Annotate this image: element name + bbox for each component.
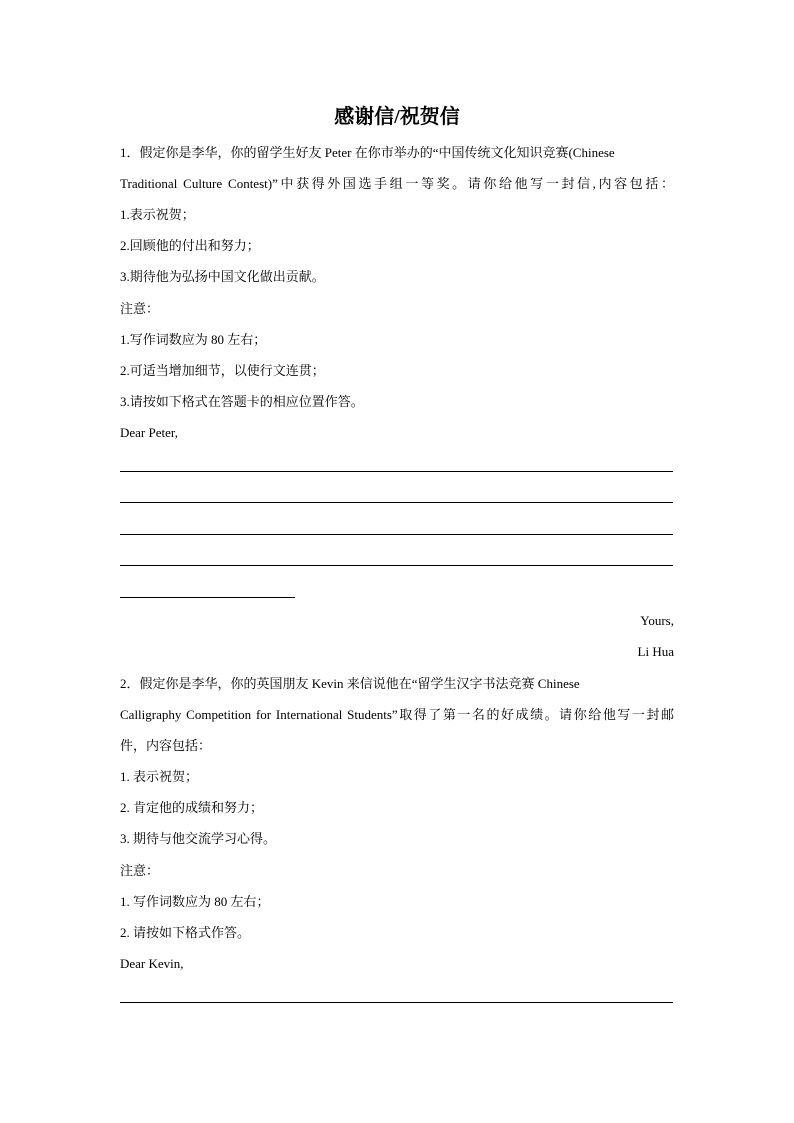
q2-note-label: 注意：: [120, 863, 160, 878]
q2-prompt-line-3: 件，内容包括：: [120, 738, 212, 753]
q2-point-2: 2. 肯定他的成绩和努力；: [120, 800, 264, 815]
q1-salutation: Dear Peter,: [120, 425, 178, 440]
q1-point-2: 2.回顾他的付出和努力；: [120, 238, 260, 253]
q1-note-2: 2.可适当增加细节，以使行文连贯；: [120, 363, 325, 378]
q1-prompt-line-1: 1．假定你是李华，你的留学生好友 Peter 在你市举办的“中国传统文化知识竞赛(Chinese: [120, 145, 615, 160]
q1-point-1: 1.表示祝贺；: [120, 207, 195, 222]
page-title: 感谢信/祝贺信: [334, 106, 460, 128]
q1-answer-line-5[interactable]: [120, 597, 295, 598]
q1-closing: Yours,: [640, 613, 674, 628]
q1-note-label: 注意：: [120, 301, 160, 316]
q1-answer-line-2[interactable]: [120, 502, 673, 503]
q2-note-2: 2. 请按如下格式作答。: [120, 925, 251, 940]
q1-point-3: 3.期待他为弘扬中国文化做出贡献。: [120, 269, 325, 284]
q2-prompt-line-2: Calligraphy Competition for International Students”取得了第一名的好成绩。请你给他写一封邮: [120, 707, 674, 722]
q1-answer-line-3[interactable]: [120, 534, 673, 535]
q2-point-3: 3. 期待与他交流学习心得。: [120, 831, 277, 846]
q2-note-1: 1. 写作词数应为 80 左右；: [120, 894, 270, 909]
q1-answer-line-4[interactable]: [120, 565, 673, 566]
q1-note-1: 1.写作词数应为 80 左右；: [120, 332, 267, 347]
q1-signature: Li Hua: [637, 644, 674, 659]
q2-point-1: 1. 表示祝贺；: [120, 769, 199, 784]
q2-prompt-line-1: 2．假定你是李华，你的英国朋友 Kevin 来信说他在“留学生汉字书法竞赛 Chinese: [120, 676, 580, 691]
q2-answer-line-1[interactable]: [120, 1002, 673, 1003]
q1-note-3: 3.请按如下格式在答题卡的相应位置作答。: [120, 394, 364, 409]
q1-answer-line-1[interactable]: [120, 471, 673, 472]
q1-prompt-line-2: Traditional Culture Contest)”中获得外国选手组一等奖。请你给他写一封信,内容包括：: [120, 176, 674, 191]
q2-salutation: Dear Kevin,: [120, 956, 184, 971]
